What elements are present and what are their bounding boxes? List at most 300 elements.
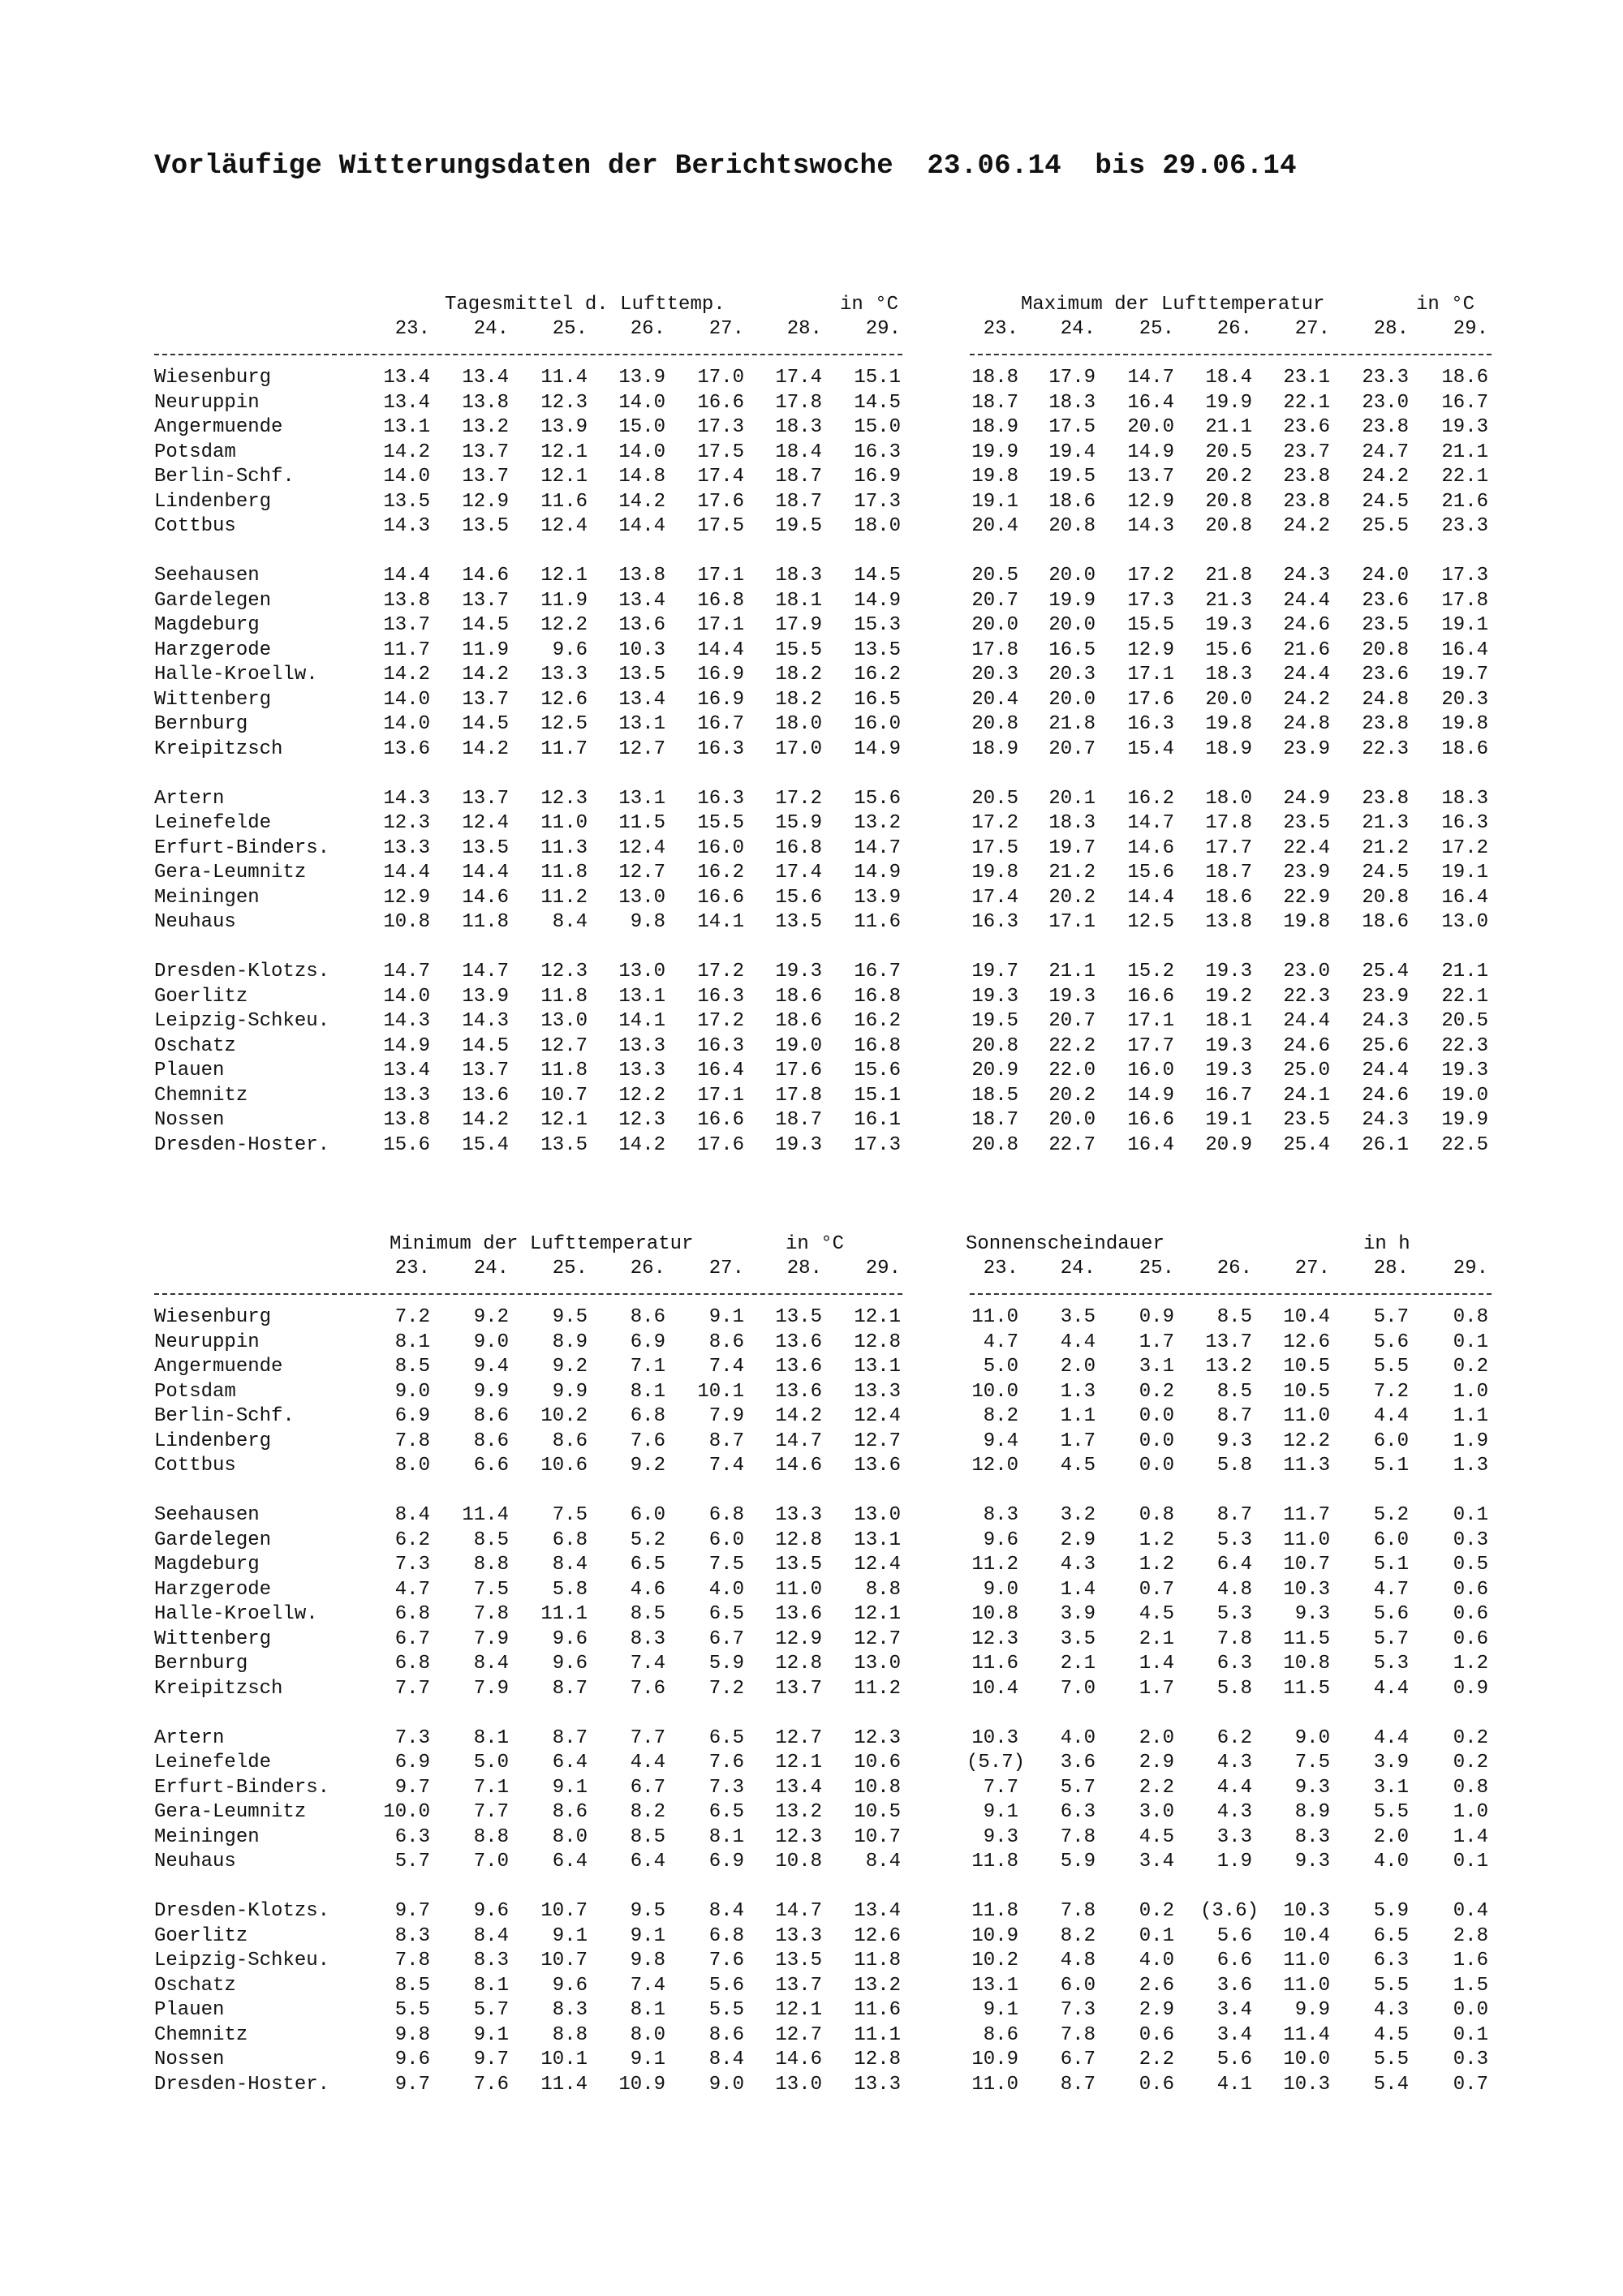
table-row xyxy=(154,713,1493,738)
station-name: Halle-Kroellw. xyxy=(154,664,318,686)
value-cell: 16.8 xyxy=(854,985,901,1008)
value-cell: 7.4 xyxy=(630,1974,665,1997)
table-row xyxy=(154,812,1493,837)
value-cell: 5.2 xyxy=(1373,1504,1409,1526)
day-label: 25. xyxy=(552,318,588,340)
value-cell: 12.7 xyxy=(775,1726,822,1749)
value-cell: 8.5 xyxy=(473,1529,509,1551)
value-cell: 24.3 xyxy=(1362,1010,1409,1032)
value-cell: 20.0 xyxy=(1205,688,1252,711)
value-cell: 13.2 xyxy=(854,1974,901,1997)
value-cell: 15.6 xyxy=(1127,862,1174,884)
value-cell: 11.0 xyxy=(1283,1529,1330,1551)
value-cell: 12.8 xyxy=(775,1529,822,1551)
station-name: Wiesenburg xyxy=(154,367,272,389)
value-cell: 8.3 xyxy=(552,1999,588,2021)
value-cell: 13.8 xyxy=(1205,911,1252,933)
value-cell: 6.5 xyxy=(1373,1924,1409,1947)
value-cell: 19.0 xyxy=(1441,1084,1488,1107)
value-cell: 19.5 xyxy=(971,1010,1018,1032)
table-row xyxy=(154,2024,1493,2049)
value-cell: 19.4 xyxy=(1048,441,1096,463)
value-cell: 16.3 xyxy=(697,1034,744,1057)
value-cell: 0.0 xyxy=(1139,1455,1174,1477)
value-cell: 11.0 xyxy=(775,1578,822,1601)
value-cell: 18.6 xyxy=(1362,911,1409,933)
value-cell: 19.8 xyxy=(1441,713,1488,735)
value-cell: 13.0 xyxy=(775,2073,822,2096)
table-row xyxy=(154,1752,1493,1777)
value-cell: 1.4 xyxy=(1139,1653,1174,1675)
value-cell: 8.6 xyxy=(473,1430,509,1452)
value-cell: 13.5 xyxy=(540,1133,588,1156)
value-cell: 19.9 xyxy=(1441,1109,1488,1131)
value-cell: 21.1 xyxy=(1048,961,1096,982)
value-cell: (3.6) xyxy=(1200,1900,1259,1922)
value-cell: 9.9 xyxy=(473,1380,509,1403)
value-cell: 17.1 xyxy=(1127,664,1174,686)
value-cell: 12.7 xyxy=(540,1034,588,1057)
station-name: Potsdam xyxy=(154,1380,236,1403)
day-label: 25. xyxy=(1139,1258,1174,1279)
value-cell: 7.3 xyxy=(1060,1999,1096,2021)
value-cell: 17.2 xyxy=(697,1010,744,1032)
table-row xyxy=(154,1306,1493,1331)
value-cell: 20.3 xyxy=(1441,688,1488,711)
value-cell: 7.2 xyxy=(1373,1380,1409,1403)
value-cell: 16.7 xyxy=(1441,391,1488,414)
station-name: Berlin-Schf. xyxy=(154,1405,295,1427)
value-cell: 1.4 xyxy=(1060,1578,1096,1601)
value-cell: 10.4 xyxy=(1283,1306,1330,1328)
value-cell: 7.6 xyxy=(708,1752,744,1774)
value-cell: 17.1 xyxy=(697,565,744,587)
value-cell: 9.1 xyxy=(552,1924,588,1947)
value-cell: 25.4 xyxy=(1362,961,1409,982)
value-cell: 1.1 xyxy=(1453,1405,1488,1427)
value-cell: 7.5 xyxy=(1294,1752,1330,1774)
value-cell: 4.0 xyxy=(1060,1726,1096,1749)
value-cell: 17.7 xyxy=(1205,836,1252,859)
value-cell: 12.9 xyxy=(383,886,430,909)
value-cell: 13.5 xyxy=(775,1306,822,1328)
value-cell: 8.3 xyxy=(630,1627,665,1650)
value-cell: 10.7 xyxy=(854,1825,901,1848)
value-cell: 24.8 xyxy=(1283,713,1330,735)
value-cell: 3.2 xyxy=(1060,1504,1096,1526)
value-cell: 13.4 xyxy=(383,1060,430,1081)
value-cell: 19.7 xyxy=(971,961,1018,982)
table-row xyxy=(154,1727,1493,1752)
value-cell: 18.0 xyxy=(1205,787,1252,810)
value-cell: 18.7 xyxy=(971,391,1018,414)
value-cell: 20.5 xyxy=(1441,1010,1488,1032)
value-cell: 13.7 xyxy=(1127,466,1174,488)
value-cell: 18.9 xyxy=(1205,737,1252,760)
table-row xyxy=(154,738,1493,763)
value-cell: 0.0 xyxy=(1453,1999,1488,2021)
value-cell: 5.9 xyxy=(1373,1900,1409,1922)
value-cell: 15.9 xyxy=(775,812,822,834)
station-name: Wittenberg xyxy=(154,688,272,711)
value-cell: 10.3 xyxy=(1283,1900,1330,1922)
value-cell: 8.1 xyxy=(630,1380,665,1403)
value-cell: 16.2 xyxy=(1127,787,1174,810)
value-cell: 0.6 xyxy=(1139,2073,1174,2096)
value-cell: 4.5 xyxy=(1139,1825,1174,1848)
value-cell: 11.0 xyxy=(971,2073,1018,2096)
right-section-unit: in °C xyxy=(1416,294,1475,316)
table-row xyxy=(154,2049,1493,2074)
value-cell: 12.1 xyxy=(854,1603,901,1625)
value-cell: 13.7 xyxy=(462,787,509,810)
value-cell: 21.1 xyxy=(1205,416,1252,438)
value-cell: 3.6 xyxy=(1216,1974,1252,1997)
value-cell: 20.3 xyxy=(1048,664,1096,686)
value-cell: 23.8 xyxy=(1283,490,1330,513)
value-cell: 2.8 xyxy=(1453,1924,1488,1947)
value-cell: 14.9 xyxy=(854,862,901,884)
table-row xyxy=(154,1925,1493,1950)
table-row xyxy=(154,1109,1493,1134)
value-cell: 6.9 xyxy=(394,1752,430,1774)
value-cell: 19.7 xyxy=(1048,836,1096,859)
value-cell: 14.6 xyxy=(775,1455,822,1477)
value-cell: 10.7 xyxy=(1283,1554,1330,1576)
value-cell: 5.0 xyxy=(983,1356,1018,1378)
value-cell: 13.1 xyxy=(854,1529,901,1551)
value-cell: 17.8 xyxy=(1441,589,1488,612)
table-row xyxy=(154,1381,1493,1406)
day-label: 23. xyxy=(983,1258,1018,1279)
value-cell: 12.3 xyxy=(618,1109,665,1131)
value-cell: 21.3 xyxy=(1362,812,1409,834)
value-cell: 19.1 xyxy=(971,490,1018,513)
value-cell: 5.3 xyxy=(1216,1529,1252,1551)
value-cell: 0.8 xyxy=(1453,1776,1488,1799)
value-cell: 13.7 xyxy=(462,688,509,711)
value-cell: 13.1 xyxy=(971,1974,1018,1997)
value-cell: 12.1 xyxy=(540,466,588,488)
value-cell: 21.6 xyxy=(1283,638,1330,661)
value-cell: 19.5 xyxy=(1048,466,1096,488)
value-cell: 9.3 xyxy=(1216,1430,1252,1452)
value-cell: 13.6 xyxy=(775,1603,822,1625)
value-cell: 20.8 xyxy=(1362,886,1409,909)
value-cell: 6.5 xyxy=(708,1801,744,1823)
value-cell: 8.1 xyxy=(708,1825,744,1848)
value-cell: 24.4 xyxy=(1283,664,1330,686)
value-cell: 23.6 xyxy=(1283,416,1330,438)
value-cell: 18.6 xyxy=(1441,737,1488,760)
left-section-unit: in °C xyxy=(786,1233,845,1255)
value-cell: 14.9 xyxy=(854,589,901,612)
value-cell: 8.1 xyxy=(473,1974,509,1997)
day-label: 25. xyxy=(1139,318,1174,340)
value-cell: 2.9 xyxy=(1139,1999,1174,2021)
value-cell: 17.6 xyxy=(697,1133,744,1156)
value-cell: 20.2 xyxy=(1048,886,1096,909)
station-name: Magdeburg xyxy=(154,1554,260,1576)
value-cell: 7.9 xyxy=(473,1627,509,1650)
value-cell: 23.3 xyxy=(1362,367,1409,389)
station-name: Nossen xyxy=(154,2049,225,2070)
value-cell: 14.7 xyxy=(1127,812,1174,834)
table-row xyxy=(154,515,1493,540)
table-row xyxy=(154,986,1493,1011)
value-cell: 19.3 xyxy=(1205,614,1252,636)
value-cell: 8.1 xyxy=(473,1726,509,1749)
value-cell: 3.5 xyxy=(1060,1306,1096,1328)
station-name: Gardelegen xyxy=(154,1529,272,1551)
station-name: Wiesenburg xyxy=(154,1306,272,1328)
value-cell: 20.8 xyxy=(971,1034,1018,1057)
value-cell: 13.5 xyxy=(462,836,509,859)
value-cell: 16.5 xyxy=(1048,638,1096,661)
value-cell: 13.7 xyxy=(775,1677,822,1700)
value-cell: 7.8 xyxy=(1216,1627,1252,1650)
separator-left xyxy=(154,342,902,355)
value-cell: 16.3 xyxy=(1127,713,1174,735)
value-cell: 13.7 xyxy=(462,1060,509,1081)
value-cell: 2.2 xyxy=(1139,2049,1174,2070)
value-cell: 21.8 xyxy=(1205,565,1252,587)
value-cell: 0.8 xyxy=(1453,1306,1488,1328)
value-cell: 12.8 xyxy=(854,1331,901,1353)
value-cell: 8.7 xyxy=(1216,1504,1252,1526)
day-label: 24. xyxy=(1060,318,1096,340)
value-cell: 17.1 xyxy=(1048,911,1096,933)
value-cell: 11.0 xyxy=(540,812,588,834)
station-name: Neuruppin xyxy=(154,391,260,414)
value-cell: 7.5 xyxy=(473,1578,509,1601)
value-cell: 8.5 xyxy=(630,1603,665,1625)
value-cell: 17.5 xyxy=(697,515,744,537)
value-cell: 5.1 xyxy=(1373,1455,1409,1477)
value-cell: 20.8 xyxy=(1362,638,1409,661)
value-cell: 8.7 xyxy=(552,1677,588,1700)
value-cell: 11.9 xyxy=(540,589,588,612)
value-cell: 11.9 xyxy=(462,638,509,661)
value-cell: 5.1 xyxy=(1373,1554,1409,1576)
value-cell: 11.8 xyxy=(971,1900,1018,1922)
day-label: 29. xyxy=(865,318,901,340)
value-cell: 1.2 xyxy=(1139,1529,1174,1551)
value-cell: 14.9 xyxy=(1127,1084,1174,1107)
value-cell: 17.1 xyxy=(1127,1010,1174,1032)
value-cell: 0.2 xyxy=(1453,1726,1488,1749)
value-cell: (5.7) xyxy=(966,1752,1026,1774)
value-cell: 15.5 xyxy=(1127,614,1174,636)
value-cell: 10.8 xyxy=(383,911,430,933)
value-cell: 16.6 xyxy=(697,1109,744,1131)
value-cell: 5.6 xyxy=(1216,1924,1252,1947)
value-cell: 12.9 xyxy=(462,490,509,513)
table-row xyxy=(154,1405,1493,1430)
value-cell: 6.3 xyxy=(1060,1801,1096,1823)
value-cell: 10.7 xyxy=(540,1950,588,1971)
table-row xyxy=(154,392,1493,417)
value-cell: 19.3 xyxy=(775,961,822,982)
value-cell: 20.0 xyxy=(1048,565,1096,587)
value-cell: 8.4 xyxy=(552,911,588,933)
station-name: Dresden-Klotzs. xyxy=(154,961,330,982)
value-cell: 19.5 xyxy=(775,515,822,537)
value-cell: 7.7 xyxy=(394,1677,430,1700)
separator-right xyxy=(970,342,1492,355)
station-name: Chemnitz xyxy=(154,2023,248,2046)
value-cell: 7.6 xyxy=(630,1430,665,1452)
station-name: Neuhaus xyxy=(154,911,236,933)
value-cell: 8.6 xyxy=(552,1430,588,1452)
value-cell: 1.1 xyxy=(1060,1405,1096,1427)
value-cell: 16.6 xyxy=(697,886,744,909)
value-cell: 9.0 xyxy=(708,2073,744,2096)
day-label: 28. xyxy=(786,318,822,340)
value-cell: 8.7 xyxy=(708,1430,744,1452)
value-cell: 3.6 xyxy=(1060,1752,1096,1774)
value-cell: 17.8 xyxy=(1205,812,1252,834)
station-name: Berlin-Schf. xyxy=(154,466,295,488)
value-cell: 23.1 xyxy=(1283,367,1330,389)
table-header xyxy=(154,294,1493,318)
value-cell: 8.7 xyxy=(1216,1405,1252,1427)
value-cell: 8.8 xyxy=(473,1554,509,1576)
value-cell: 0.3 xyxy=(1453,1529,1488,1551)
left-section-title: Tagesmittel d. Lufttemp. xyxy=(445,294,725,316)
value-cell: 9.4 xyxy=(473,1356,509,1378)
value-cell: 13.3 xyxy=(618,1060,665,1081)
value-cell: 7.4 xyxy=(708,1356,744,1378)
value-cell: 13.3 xyxy=(854,1380,901,1403)
value-cell: 7.4 xyxy=(708,1455,744,1477)
value-cell: 6.5 xyxy=(708,1726,744,1749)
value-cell: 20.3 xyxy=(971,664,1018,686)
value-cell: 17.8 xyxy=(971,638,1018,661)
value-cell: 10.6 xyxy=(540,1455,588,1477)
value-cell: 25.6 xyxy=(1362,1034,1409,1057)
table-row xyxy=(154,1950,1493,1975)
value-cell: 11.2 xyxy=(971,1554,1018,1576)
value-cell: 9.7 xyxy=(473,2049,509,2070)
value-cell: 7.2 xyxy=(708,1677,744,1700)
value-cell: 24.6 xyxy=(1362,1084,1409,1107)
value-cell: 0.2 xyxy=(1453,1752,1488,1774)
value-cell: 6.0 xyxy=(708,1529,744,1551)
value-cell: 5.3 xyxy=(1373,1653,1409,1675)
value-cell: 19.3 xyxy=(1205,1034,1252,1057)
day-label: 23. xyxy=(394,318,430,340)
value-cell: 14.3 xyxy=(383,787,430,810)
table-row xyxy=(154,1826,1493,1851)
table-row xyxy=(154,639,1493,664)
value-cell: 19.3 xyxy=(1441,416,1488,438)
value-cell: 17.4 xyxy=(775,367,822,389)
value-cell: 19.3 xyxy=(1441,1060,1488,1081)
value-cell: 20.0 xyxy=(1048,1109,1096,1131)
value-cell: 13.5 xyxy=(383,490,430,513)
value-cell: 13.2 xyxy=(854,812,901,834)
value-cell: 13.5 xyxy=(462,515,509,537)
station-name: Cottbus xyxy=(154,1455,236,1477)
value-cell: 20.2 xyxy=(1048,1084,1096,1107)
station-name: Nossen xyxy=(154,1109,225,1131)
value-cell: 23.5 xyxy=(1283,1109,1330,1131)
value-cell: 2.6 xyxy=(1139,1974,1174,1997)
value-cell: 4.5 xyxy=(1139,1603,1174,1625)
value-cell: 3.1 xyxy=(1139,1356,1174,1378)
day-label: 29. xyxy=(1453,318,1488,340)
station-name: Seehausen xyxy=(154,1504,260,1526)
value-cell: 16.4 xyxy=(1441,886,1488,909)
station-name: Kreipitzsch xyxy=(154,1677,283,1700)
table-row xyxy=(154,1678,1493,1703)
value-cell: 4.8 xyxy=(1060,1950,1096,1971)
value-cell: 1.5 xyxy=(1453,1974,1488,1997)
value-cell: 11.8 xyxy=(462,911,509,933)
value-cell: 13.3 xyxy=(775,1924,822,1947)
value-cell: 12.4 xyxy=(540,515,588,537)
value-cell: 20.9 xyxy=(1205,1133,1252,1156)
value-cell: 5.5 xyxy=(1373,1974,1409,1997)
table-row xyxy=(154,1529,1493,1554)
value-cell: 1.2 xyxy=(1139,1554,1174,1576)
separator-left xyxy=(154,1282,902,1295)
value-cell: 14.9 xyxy=(854,737,901,760)
value-cell: 4.5 xyxy=(1060,1455,1096,1477)
value-cell: 14.7 xyxy=(854,836,901,859)
value-cell: 3.3 xyxy=(1216,1825,1252,1848)
value-cell: 18.2 xyxy=(775,688,822,711)
value-cell: 13.1 xyxy=(618,713,665,735)
value-cell: 18.2 xyxy=(775,664,822,686)
value-cell: 20.4 xyxy=(971,515,1018,537)
value-cell: 12.6 xyxy=(854,1924,901,1947)
value-cell: 23.0 xyxy=(1283,961,1330,982)
table-row xyxy=(154,2074,1493,2099)
station-name: Goerlitz xyxy=(154,1924,248,1947)
station-name: Leipzig-Schkeu. xyxy=(154,1950,330,1971)
station-group xyxy=(154,788,1493,936)
value-cell: 11.6 xyxy=(971,1653,1018,1675)
value-cell: 2.9 xyxy=(1139,1752,1174,1774)
value-cell: 11.7 xyxy=(1283,1504,1330,1526)
value-cell: 21.3 xyxy=(1205,589,1252,612)
value-cell: 4.3 xyxy=(1216,1752,1252,1774)
left-section-title: Minimum der Lufttemperatur xyxy=(390,1233,694,1255)
station-name: Seehausen xyxy=(154,565,260,587)
value-cell: 24.4 xyxy=(1362,1060,1409,1081)
station-name: Leipzig-Schkeu. xyxy=(154,1010,330,1032)
station-name: Bernburg xyxy=(154,713,248,735)
value-cell: 7.5 xyxy=(708,1554,744,1576)
value-cell: 4.0 xyxy=(1373,1851,1409,1872)
value-cell: 4.7 xyxy=(983,1331,1018,1353)
value-cell: 6.7 xyxy=(630,1776,665,1799)
value-cell: 15.6 xyxy=(1205,638,1252,661)
value-cell: 8.8 xyxy=(473,1825,509,1848)
value-cell: 7.8 xyxy=(1060,1825,1096,1848)
value-cell: 6.8 xyxy=(708,1504,744,1526)
value-cell: 3.5 xyxy=(1060,1627,1096,1650)
value-cell: 21.2 xyxy=(1048,862,1096,884)
value-cell: 6.7 xyxy=(1060,2049,1096,2070)
value-cell: 17.0 xyxy=(775,737,822,760)
value-cell: 3.9 xyxy=(1060,1603,1096,1625)
value-cell: 16.4 xyxy=(1127,1133,1174,1156)
value-cell: 7.8 xyxy=(394,1430,430,1452)
value-cell: 13.7 xyxy=(383,614,430,636)
